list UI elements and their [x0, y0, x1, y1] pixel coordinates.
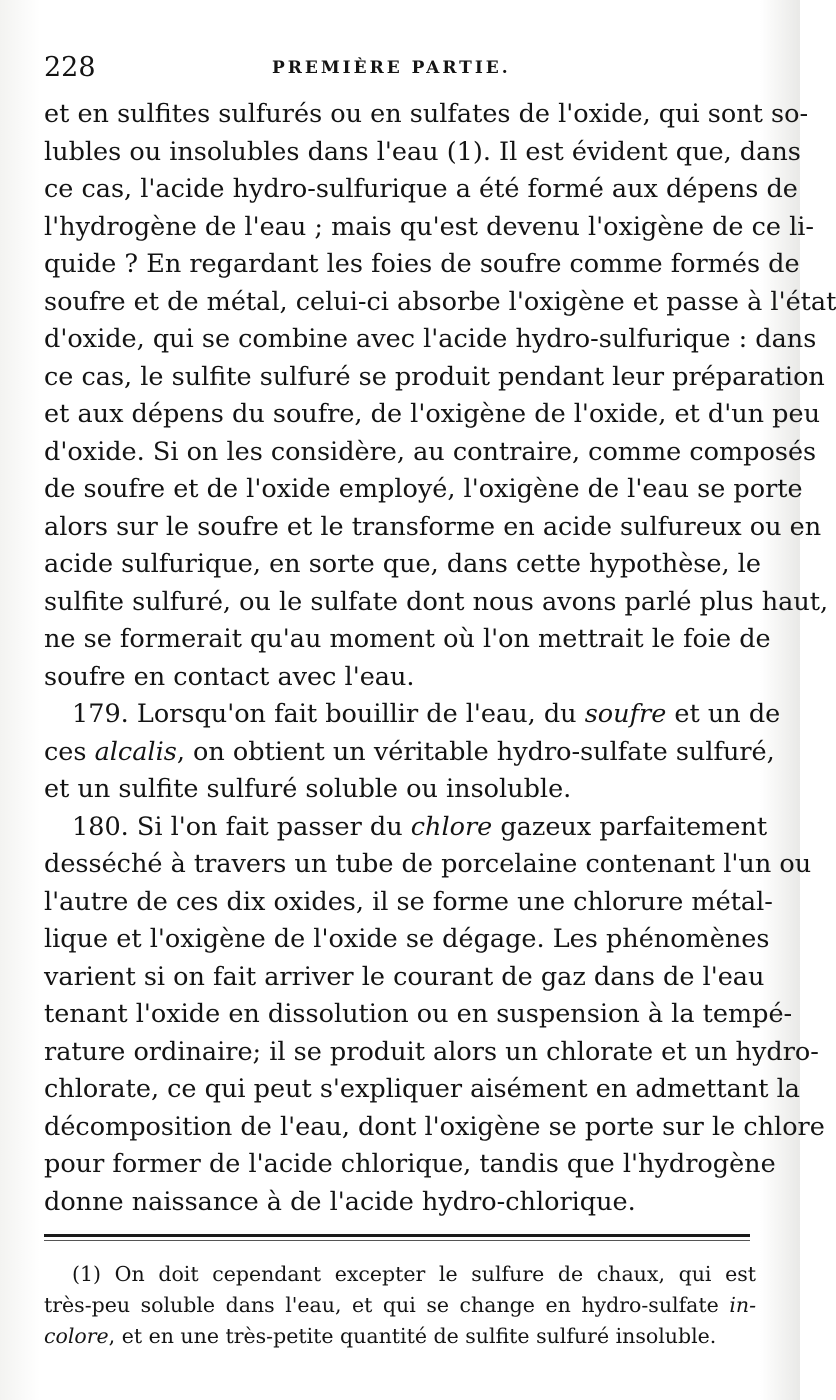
- italic-term: soufre: [584, 699, 667, 729]
- text-line: lubles ou insolubles dans l'eau (1). Il est évident que, dans: [44, 136, 801, 167]
- paragraph-180-line: rature ordinaire; il se produit alors un chlorate et un hydro-: [44, 1036, 819, 1067]
- text-line: quide ? En regardant les foies de soufre comme formés de: [44, 249, 800, 279]
- paragraph-180-line: lique et l'oxigène de l'oxide se dégage. Les phénomènes: [44, 924, 770, 954]
- paragraph-180-line: l'autre de ces dix oxides, il se forme une chlorure métal-: [44, 886, 773, 917]
- paragraph-180-line: [44, 809, 768, 847]
- paragraph-179-line: [44, 696, 781, 734]
- text-segment: ces: [44, 736, 95, 767]
- text-line: d'oxide, qui se combine avec l'acide hydro-sulfurique : dans: [44, 324, 817, 354]
- text-line: sulfite sulfuré, ou le sulfate dont nous avons parlé plus haut,: [44, 586, 829, 617]
- footnote-line: [44, 1321, 756, 1352]
- italic-term: chlore: [410, 811, 493, 842]
- footnote-divider: [44, 1234, 750, 1237]
- text-line: acide sulfurique, en sorte que, dans cette hypothèse, le: [44, 549, 761, 579]
- text-line: soufre en contact avec l'eau.: [44, 661, 415, 692]
- text-segment: 180. Si l'on fait passer du: [72, 811, 411, 842]
- paragraph-179-line: et un sulfite sulfuré soluble ou insoluble.: [44, 774, 572, 804]
- running-head: PREMIÈRE PARTIE.: [272, 58, 511, 78]
- text-segment: , on obtient un véritable hydro-sulfate sulfuré,: [176, 736, 775, 767]
- paragraph-180-line: varient si on fait arriver le courant de gaz dans de l'eau: [44, 961, 765, 992]
- text-segment: et un de: [666, 699, 781, 729]
- page-number: 228: [44, 52, 96, 83]
- body-text: [44, 96, 836, 1221]
- paragraph-180-line: pour former de l'acide chlorique, tandis que l'hydrogène: [44, 1149, 776, 1179]
- text-line: l'hydrogène de l'eau ; mais qu'est devenu l'oxigène de ce li-: [44, 211, 814, 242]
- italic-term: alcalis: [94, 736, 177, 767]
- text-line: de soufre et de l'oxide employé, l'oxigène de l'eau se porte: [44, 474, 803, 504]
- paragraph-180-line: tenant l'oxide en dissolution ou en suspension à la tempé-: [44, 999, 793, 1029]
- text-line: ce cas, l'acide hydro-sulfurique a été formé aux dépens de: [44, 174, 798, 204]
- text-line: soufre et de métal, celui-ci absorbe l'oxigène et passe à l'état: [44, 286, 836, 317]
- paragraph-179-line: [44, 734, 775, 772]
- page-header: [44, 52, 744, 92]
- text-line: et aux dépens du soufre, de l'oxigène de l'oxide, et d'un peu: [44, 399, 821, 429]
- paragraph-180-line: desséché à travers un tube de porcelaine contenant l'un ou: [44, 849, 812, 879]
- text-line: ne se formerait qu'au moment où l'on mettrait le foie de: [44, 624, 771, 654]
- footnote-line: (1) On doit cependant excepter le sulfure de chaux, qui est: [72, 1262, 756, 1286]
- text-line: d'oxide. Si on les considère, au contraire, comme composés: [44, 436, 817, 467]
- paragraph-180-line: chlorate, ce qui peut s'expliquer aisément en admettant la: [44, 1074, 800, 1104]
- text-segment: très-peu soluble dans l'eau, et qui se change en hydro-sulfate: [44, 1293, 730, 1317]
- italic-term: colore: [44, 1324, 109, 1348]
- text-segment: gazeux parfaitement: [492, 811, 768, 842]
- italic-term: in-: [729, 1293, 756, 1317]
- text-segment: , et en une très-petite quantité de sulfite sulfuré insoluble.: [108, 1324, 717, 1348]
- paragraph-180-line: donne naissance à de l'acide hydro-chlorique.: [44, 1186, 636, 1217]
- text-line: ce cas, le sulfite sulfuré se produit pendant leur préparation: [44, 361, 825, 392]
- text-line: alors sur le soufre et le transforme en acide sulfureux ou en: [44, 511, 822, 542]
- paragraph-180-line: décomposition de l'eau, dont l'oxigène se porte sur le chlore: [44, 1111, 825, 1142]
- footnote-line: [44, 1290, 756, 1321]
- text-line: et en sulfites sulfurés ou en sulfates de l'oxide, qui sont so-: [44, 99, 809, 129]
- text-segment: 179. Lorsqu'on fait bouillir de l'eau, du: [72, 699, 585, 729]
- footnote: [44, 1259, 756, 1352]
